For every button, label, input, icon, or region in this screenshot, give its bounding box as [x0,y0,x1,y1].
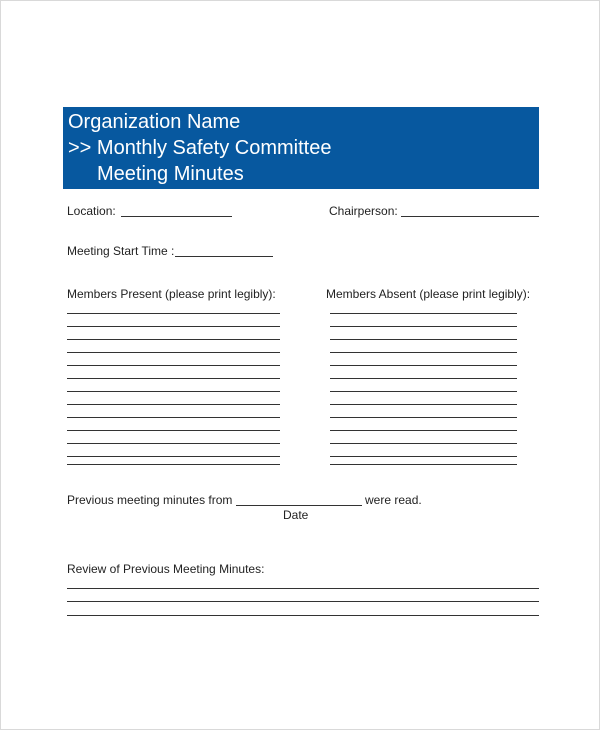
present-line[interactable] [67,339,280,340]
absent-line[interactable] [330,326,517,327]
location-label: Location: [67,204,116,218]
absent-line[interactable] [330,417,517,418]
present-line[interactable] [67,378,280,379]
absent-line[interactable] [330,352,517,353]
absent-line[interactable] [330,313,517,314]
absent-line[interactable] [330,443,517,444]
previous-minutes-suffix: were read. [365,493,422,507]
present-line[interactable] [67,404,280,405]
members-absent-label: Members Absent (please print legibly): [326,287,531,301]
review-line[interactable] [67,615,539,616]
present-line[interactable] [67,352,280,353]
review-line[interactable] [67,588,539,589]
document-title: Meeting Minutes [97,163,244,185]
present-line[interactable] [67,417,280,418]
date-caption: Date [283,508,309,522]
present-line[interactable] [67,326,280,327]
absent-line[interactable] [330,404,517,405]
present-line[interactable] [67,443,280,444]
absent-line[interactable] [330,430,517,431]
committee-title: >> Monthly Safety Committee [68,137,332,159]
title-banner [63,107,539,189]
previous-minutes-label: Previous meeting minutes from [67,493,233,507]
present-line[interactable] [67,456,280,457]
review-label: Review of Previous Meeting Minutes: [67,562,265,576]
present-line[interactable] [67,464,280,465]
review-line[interactable] [67,601,539,602]
present-line[interactable] [67,391,280,392]
start-time-field[interactable] [175,243,273,257]
organization-name: Organization Name [68,111,241,133]
chairperson-label: Chairperson: [329,204,398,218]
absent-line[interactable] [330,456,517,457]
absent-line[interactable] [330,378,517,379]
members-present-label: Members Present (please print legibly): [67,287,276,301]
absent-line[interactable] [330,391,517,392]
absent-line[interactable] [330,339,517,340]
present-line[interactable] [67,365,280,366]
chairperson-field[interactable] [401,203,539,217]
previous-minutes-date-field[interactable] [236,492,362,506]
absent-line[interactable] [330,464,517,465]
present-line[interactable] [67,430,280,431]
present-line[interactable] [67,313,280,314]
absent-line[interactable] [330,365,517,366]
location-field[interactable] [121,203,232,217]
start-time-label: Meeting Start Time : [67,244,175,258]
